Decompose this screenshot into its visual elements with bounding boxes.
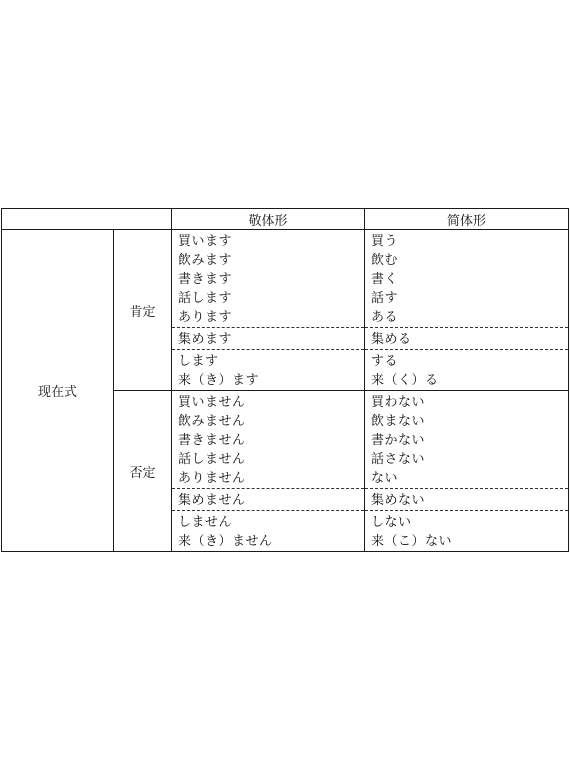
header-row xyxy=(2,209,569,230)
form-item: する xyxy=(371,354,399,369)
form-group xyxy=(365,327,568,349)
affirmative-plain-cell xyxy=(365,230,569,391)
negative-label: 否定 xyxy=(114,391,172,552)
form-item: しません xyxy=(178,515,233,530)
form-item: 話しません xyxy=(178,452,246,467)
form-item: 来（き）ます xyxy=(178,373,260,388)
form-item: 話します xyxy=(178,291,233,306)
negative-polite-cell xyxy=(172,391,365,552)
form-item: 話さない xyxy=(371,452,426,467)
affirmative-polite-cell xyxy=(172,230,365,391)
form-item: ありません xyxy=(178,471,246,486)
form-group xyxy=(172,349,364,390)
form-item: 買わない xyxy=(371,395,426,410)
form-item: しない xyxy=(371,515,412,530)
form-item: 書く xyxy=(371,272,399,287)
form-item: 飲みます xyxy=(178,253,233,268)
form-item: 書きません xyxy=(178,433,246,448)
form-item: あります xyxy=(178,310,233,325)
form-item: ない xyxy=(371,471,399,486)
negative-plain-cell xyxy=(365,391,569,552)
form-group xyxy=(172,327,364,349)
form-item: 書きます xyxy=(178,272,233,287)
form-item: 飲みません xyxy=(178,414,246,429)
form-item: します xyxy=(178,354,219,369)
form-group xyxy=(365,510,568,551)
form-item: 集める xyxy=(371,332,412,347)
form-item: 集めません xyxy=(178,493,246,508)
header-plain: 简体形 xyxy=(365,209,569,230)
conjugation-table xyxy=(1,208,569,552)
form-item: 集めない xyxy=(371,493,426,508)
form-item: 飲む xyxy=(371,253,399,268)
form-group xyxy=(365,230,568,327)
form-group xyxy=(172,510,364,551)
affirmative-label: 肯定 xyxy=(114,230,172,391)
form-group xyxy=(365,391,568,488)
form-item: 来（こ）ない xyxy=(371,534,453,549)
form-item: 買います xyxy=(178,234,233,249)
form-item: 買いません xyxy=(178,395,246,410)
header-blank-cell xyxy=(2,209,172,230)
form-item: ある xyxy=(371,310,399,325)
form-group xyxy=(172,488,364,510)
form-item: 集めます xyxy=(178,332,233,347)
header-polite: 敬体形 xyxy=(172,209,365,230)
form-group xyxy=(365,349,568,390)
form-group xyxy=(365,488,568,510)
tense-label: 现在式 xyxy=(2,230,114,552)
form-item: 来（き）ません xyxy=(178,534,273,549)
form-group xyxy=(172,230,364,327)
affirmative-row xyxy=(2,230,569,391)
form-group xyxy=(172,391,364,488)
form-item: 書かない xyxy=(371,433,426,448)
form-item: 話す xyxy=(371,291,399,306)
form-item: 買う xyxy=(371,234,399,249)
form-item: 飲まない xyxy=(371,414,426,429)
form-item: 来（く）る xyxy=(371,373,439,388)
